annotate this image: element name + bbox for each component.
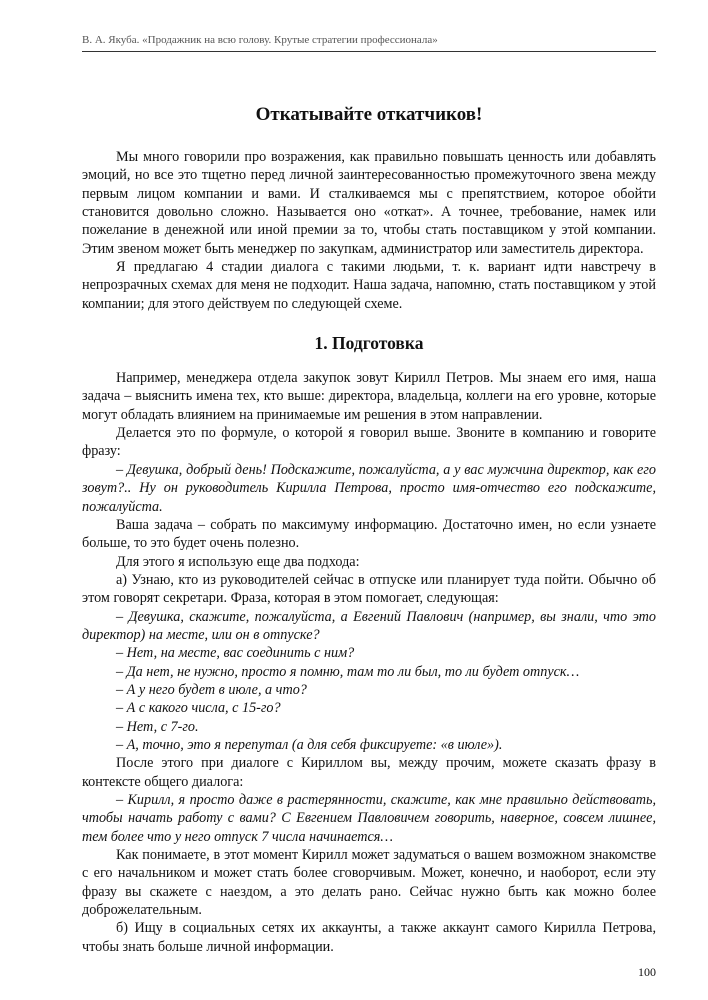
- body-paragraph: а) Узнаю, кто из руководителей сейчас в отпуске или планирует туда пойти. Обычно об этом говорят секретари. Фраза, которая в этом помогает, следующая:: [82, 571, 656, 607]
- body-paragraph: Ваша задача – собрать по максимуму информацию. Достаточно имен, но если узнаете больше, то это будет очень полезно.: [82, 516, 656, 552]
- page-number: 100: [638, 965, 656, 979]
- dialogue-line: – Да нет, не нужно, просто я помню, там то ли был, то ли будет отпуск…: [116, 663, 580, 680]
- dialogue-line: – Нет, с 7-го.: [116, 718, 199, 735]
- body-paragraph: Например, менеджера отдела закупок зовут Кирилл Петров. Мы знаем его имя, наша задача – выяснить имена тех, кто выше: директора, владельца, коллеги на его уровне, которые могут обладать влиянием на принимаемые им решения в этом направлении.: [82, 370, 656, 423]
- intro-block: [82, 148, 656, 313]
- dialogue-line: – Кирилл, я просто даже в растерянности, скажите, как мне правильно действовать, чтобы начать работу с вами? С Евгением Павловичем говорить, наверное, совсем лишнее, тем более что у него отпуск 7 числа начинается…: [82, 792, 656, 845]
- dialogue-line: – А у него будет в июле, а что?: [116, 681, 307, 698]
- intro-paragraph: Мы много говорили про возражения, как правильно повышать ценность или добавлять эмоций, но все это тщетно перед личной заинтересованностью промежуточного звена между первым лицом компании и вами. И сталкиваемся мы с препятствием, которое обойти становится довольно сложно. Называется оно «откат». А точнее, требование, намек или пожелание в денежной или иной премии за то, чтобы стать поставщиком у этой компании. Этим звеном может быть менеджер по закупкам, администратор или заместитель директора.: [82, 149, 656, 257]
- body-paragraph: Делается это по формуле, о которой я говорил выше. Звоните в компанию и говорите фразу:: [82, 425, 656, 460]
- chapter-title: Откатывайте откатчиков!: [255, 104, 483, 125]
- dialogue-line: – А, точно, это я перепутал (а для себя фиксируете: «в июле»).: [116, 736, 503, 753]
- body-paragraph: б) Ищу в социальных сетях их аккаунты, а также аккаунт самого Кирилла Петрова, чтобы знать больше личной информации.: [82, 920, 656, 955]
- body-paragraph: После этого при диалоге с Кириллом вы, между прочим, можете сказать фразу в контексте общего диалога:: [82, 755, 656, 790]
- dialogue-line: – Девушка, добрый день! Подскажите, пожалуйста, а у вас мужчина директор, как его зовут?.. Ну он руководитель Кирилла Петрова, просто имя-отчество его подскажите, пожалуйста.: [82, 461, 656, 515]
- body-paragraph: Как понимаете, в этот момент Кирилл может задуматься о вашем возможном знакомстве с его начальником и может стать более сговорчивым. Может, конечно, и наоборот, если эту фразу вы скажете с наездом, а это делать рано. Сейчас нужно быть как можно более доброжелательным.: [82, 847, 656, 919]
- dialogue-line: – А с какого числа, с 15-го?: [116, 700, 281, 717]
- running-head: В. А. Якуба. «Продажник на всю голову. Крутые стратегии профессионала»: [82, 34, 656, 52]
- section-heading: 1. Подготовка: [314, 333, 424, 354]
- intro-paragraph: Я предлагаю 4 стадии диалога с такими людьми, т. к. вариант идти навстречу в непрозрачных схемах для меня не подходит. Наша задача, напомню, стать поставщиком у этой компании; для этого действуем по следующей схеме.: [82, 259, 656, 312]
- section-body: [82, 369, 656, 956]
- page-content: [82, 102, 656, 956]
- body-paragraph: Для этого я использую еще два подхода:: [116, 553, 360, 570]
- dialogue-line: – Девушка, скажите, пожалуйста, а Евгений Павлович (например, вы знали, что это директор) на месте, или он в отпуске?: [82, 608, 656, 643]
- dialogue-line: – Нет, на месте, вас соединить с ним?: [116, 645, 355, 662]
